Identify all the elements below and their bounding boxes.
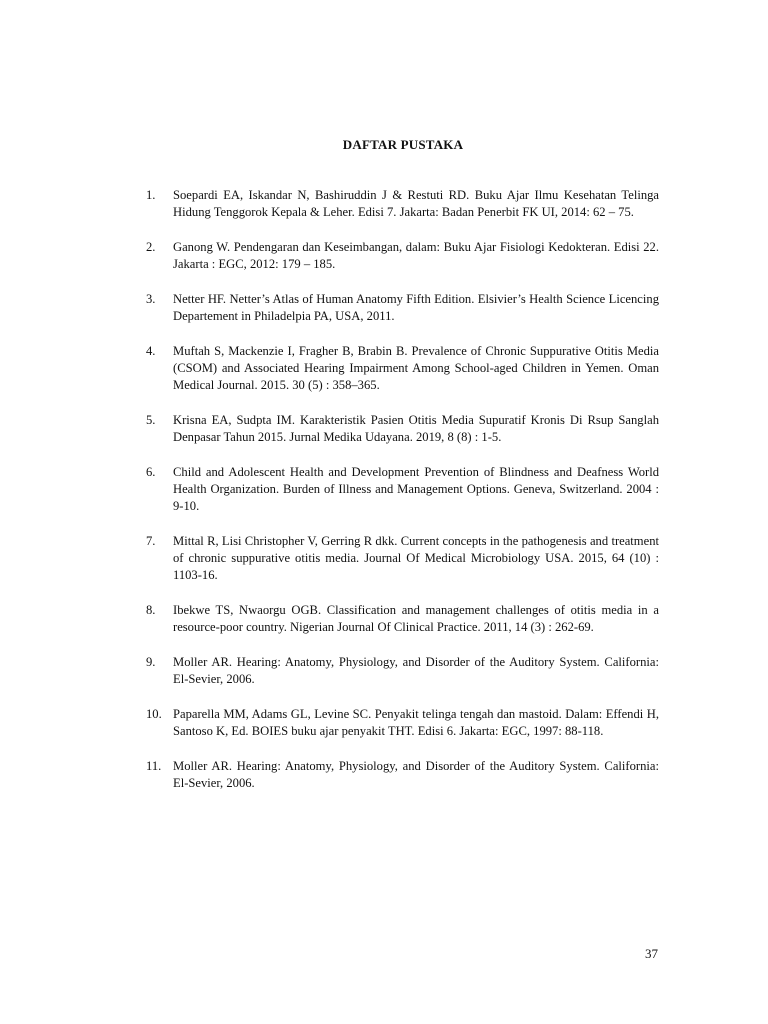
reference-number: 10. <box>146 706 162 721</box>
reference-list <box>146 187 659 810</box>
reference-number: 8. <box>146 602 156 617</box>
reference-text: Moller AR. Hearing: Anatomy, Physiology, and Disorder of the Auditory System. California: El-Sevier, 2006. <box>173 758 659 790</box>
reference-number: 4. <box>146 343 156 358</box>
reference-number: 5. <box>146 412 156 427</box>
reference-text: Child and Adolescent Health and Development Prevention of Blindness and Deafness World Health Organization. Burden of Illness and Management Options. Geneva, Switzerland. 2004 : 9-10. <box>173 464 659 514</box>
reference-number: 7. <box>146 533 156 548</box>
reference-text: Soepardi EA, Iskandar N, Bashiruddin J & Restuti RD. Buku Ajar Ilmu Kesehatan Telinga Hidung Tenggorok Kepala & Leher. Edisi 7. Jakarta: Badan Penerbit FK UI, 2014: 62 – 75. <box>173 188 659 220</box>
reference-item <box>146 602 659 636</box>
reference-item <box>146 654 659 688</box>
page-title: DAFTAR PUSTAKA <box>342 137 464 152</box>
reference-text: Moller AR. Hearing: Anatomy, Physiology, and Disorder of the Auditory System. California: El-Sevier, 2006. <box>173 654 659 687</box>
reference-item <box>146 343 659 395</box>
reference-item <box>146 412 659 446</box>
reference-item <box>146 706 659 740</box>
reference-text: Netter HF. Netter’s Atlas of Human Anatomy Fifth Edition. Elsivier’s Health Science Licencing Departement in Philadelpia PA, USA, 2011. <box>173 291 659 324</box>
reference-number: 9. <box>146 654 156 669</box>
reference-text: Ibekwe TS, Nwaorgu OGB. Classification and management challenges of otitis media in a resource-poor country. Nigerian Journal Of Clinical Practice. 2011, 14 (3) : 262-69. <box>173 602 659 635</box>
reference-text: Paparella MM, Adams GL, Levine SC. Penyakit telinga tengah dan mastoid. Dalam: Effendi H, Santoso K, Ed. BOIES buku ajar penyakit THT. Edisi 6. Jakarta: EGC, 1997: 88-118. <box>173 706 659 738</box>
reference-number: 11. <box>146 758 162 773</box>
reference-number: 3. <box>146 291 156 306</box>
reference-number: 2. <box>146 239 156 254</box>
reference-text: Krisna EA, Sudpta IM. Karakteristik Pasien Otitis Media Supuratif Kronis Di Rsup Sanglah Denpasar Tahun 2015. Jurnal Medika Udayana. 2019, 8 (8) : 1-5. <box>173 412 659 445</box>
reference-text: Muftah S, Mackenzie I, Fragher B, Brabin B. Prevalence of Chronic Suppurative Otitis Media (CSOM) and Associated Hearing Impairment Among School-aged Children in Yemen. Oman Medical Journal. 2015. 30 (5) : 358–365. <box>173 343 659 393</box>
reference-text: Mittal R, Lisi Christopher V, Gerring R dkk. Current concepts in the pathogenesis and treatment of chronic suppurative otitis media. Journal Of Medical Microbiology USA. 2015, 64 (10) : 1103-16. <box>173 533 659 583</box>
reference-item <box>146 187 659 221</box>
reference-item <box>146 758 659 792</box>
reference-item <box>146 291 659 325</box>
reference-number: 1. <box>146 188 156 202</box>
reference-text: Ganong W. Pendengaran dan Keseimbangan, dalam: Buku Ajar Fisiologi Kedokteran. Edisi 22. Jakarta : EGC, 2012: 179 – 185. <box>173 239 659 272</box>
reference-item <box>146 239 659 273</box>
page-number: 37 <box>645 946 658 961</box>
reference-item <box>146 464 659 516</box>
reference-number: 6. <box>146 464 156 479</box>
reference-item <box>146 533 659 585</box>
